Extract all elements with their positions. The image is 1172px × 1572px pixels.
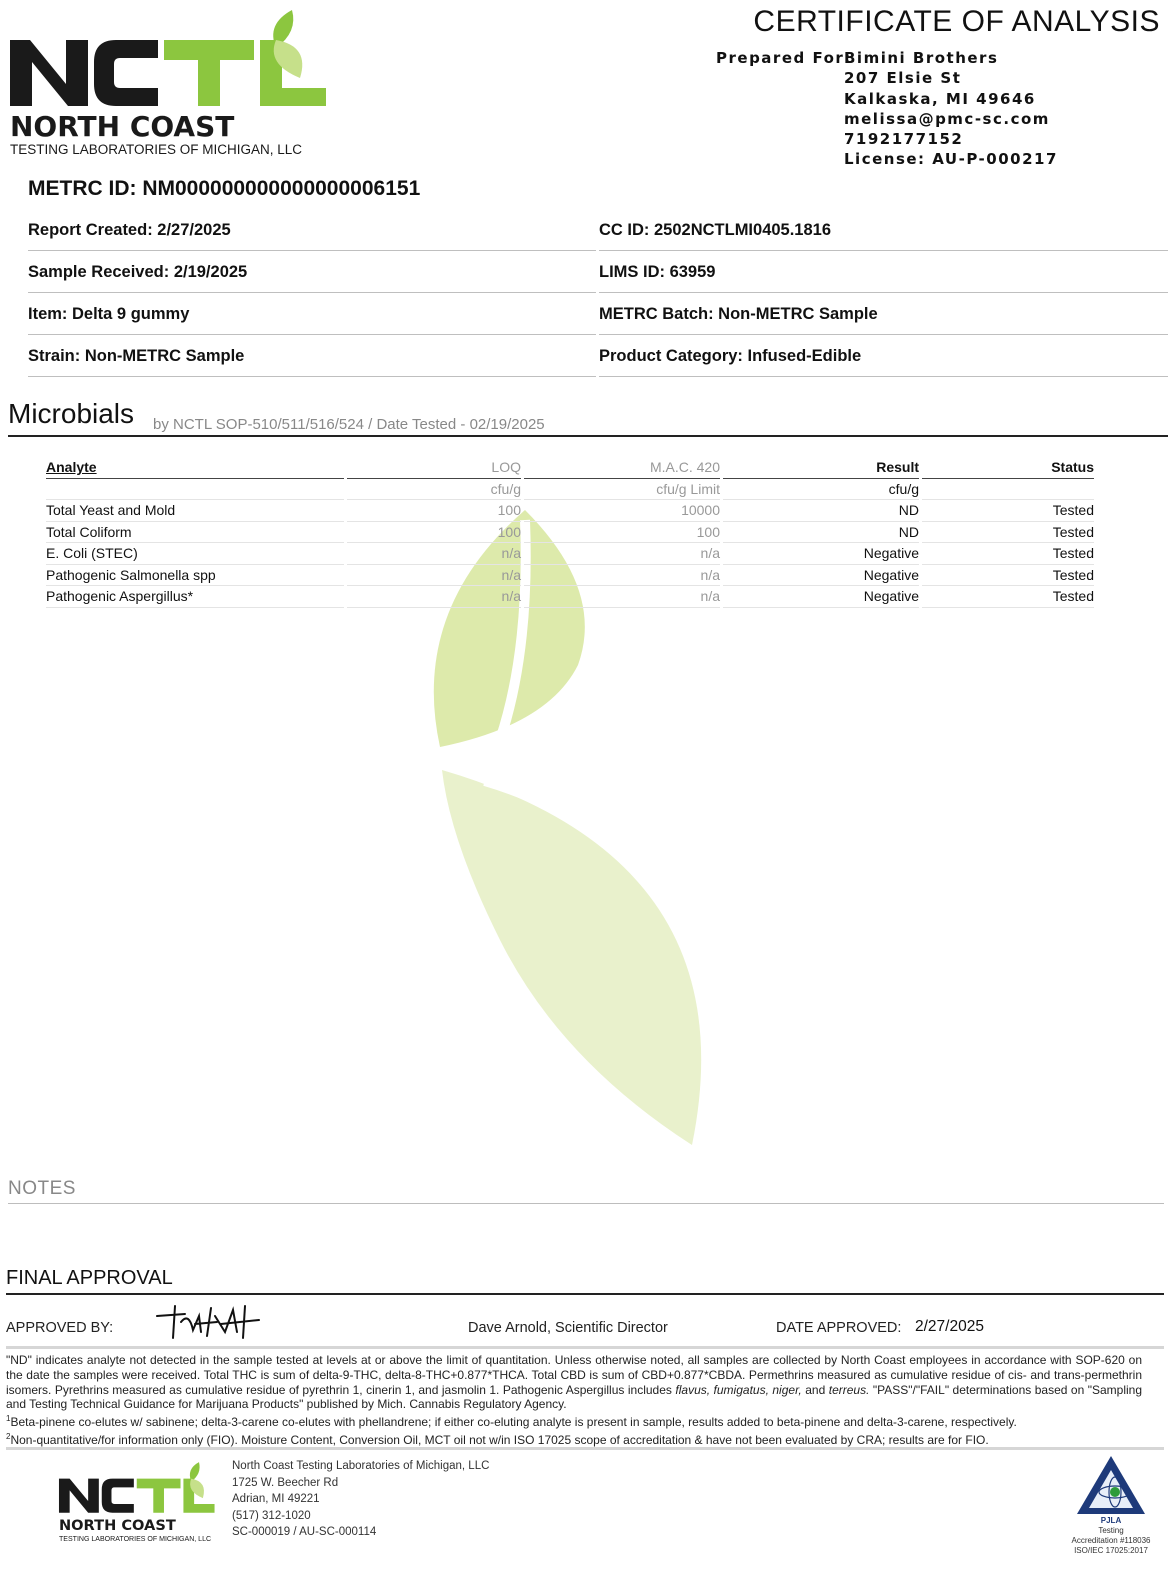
lab-address <box>232 1458 489 1541</box>
cell-mac: 10000 <box>524 500 720 522</box>
cell-status: Tested <box>922 522 1094 544</box>
pjla-accreditation-badge <box>1062 1454 1160 1564</box>
lab-street: 1725 W. Beecher Rd <box>232 1476 339 1489</box>
microbials-method: by NCTL SOP-510/511/516/524 / Date Tested - 02/19/2025 <box>153 416 545 433</box>
notes-heading: NOTES <box>8 1178 1164 1204</box>
unit-analyte <box>46 479 344 501</box>
cell-result: Negative <box>723 543 919 565</box>
cell-status: Tested <box>922 543 1094 565</box>
cell-mac: n/a <box>524 586 720 608</box>
info-row <box>28 294 1168 336</box>
approved-by-label: APPROVED BY: <box>6 1320 114 1336</box>
cell-status: Tested <box>922 500 1094 522</box>
pjla-name: PJLA <box>1100 1516 1122 1525</box>
cell-loq: 100 <box>347 522 521 544</box>
approver-name: Dave Arnold, Scientific Director <box>468 1320 668 1336</box>
client-name: Bimini Brothers <box>844 49 999 67</box>
cell-analyte: Total Yeast and Mold <box>46 500 344 522</box>
pjla-line2: Accreditation #118036 <box>1071 1536 1151 1545</box>
col-analyte: Analyte <box>46 457 344 479</box>
microbials-title: Microbials <box>8 398 135 429</box>
strain: Strain: Non-METRC Sample <box>28 336 596 377</box>
footnote-2: $^2$Non-quantitative/for information only (FIO). Moisture Content, Conversion Oil, MCT oil not w/in ISO 17025 scope of accreditation & have not been evaluated by CRA; results are for FIO. <box>6 1431 989 1447</box>
client-city: Kalkaska, MI 49646 <box>844 89 1036 108</box>
cell-analyte: E. Coli (STEC) <box>46 543 344 565</box>
client-email: melissa@pmc-sc.com <box>844 109 1050 128</box>
cell-status: Tested <box>922 565 1094 587</box>
cell-analyte: Pathogenic Aspergillus* <box>46 586 344 608</box>
cell-mac: n/a <box>524 565 720 587</box>
metrc-id: METRC ID: NM000000000000000006151 <box>28 177 421 200</box>
lab-city: Adrian, MI 49221 <box>232 1493 320 1505</box>
cell-status: Tested <box>922 586 1094 608</box>
microbials-section-header <box>8 394 1168 437</box>
date-approved-value: 2/27/2025 <box>915 1318 984 1335</box>
cc-id: CC ID: 2502NCTLMI0405.1816 <box>599 210 1168 251</box>
col-result: Result <box>723 457 919 479</box>
signature <box>155 1302 263 1342</box>
pjla-line3: ISO/IEC 17025:2017 <box>1074 1546 1148 1555</box>
metrc-batch: METRC Batch: Non-METRC Sample <box>599 294 1168 335</box>
disclaimer-text <box>6 1353 1142 1448</box>
unit-status <box>922 479 1094 501</box>
footer-logo-tagline: TESTING LABORATORIES OF MICHIGAN, LLC <box>58 1535 212 1543</box>
table-units-row <box>46 479 1096 501</box>
table-row <box>46 565 1096 587</box>
cell-result: ND <box>723 500 919 522</box>
date-approved-label: DATE APPROVED: <box>776 1320 902 1336</box>
info-row <box>28 252 1168 294</box>
sample-info-grid <box>28 210 1168 378</box>
col-mac: M.A.C. 420 <box>524 457 720 479</box>
nctl-footer-logo <box>58 1459 216 1545</box>
client-license: License: AU-P-000217 <box>844 150 1058 169</box>
cell-result: ND <box>723 522 919 544</box>
report-created: Report Created: 2/27/2025 <box>28 210 596 251</box>
cell-loq: 100 <box>347 500 521 522</box>
table-row <box>46 543 1096 565</box>
final-approval-heading: FINAL APPROVAL <box>6 1267 1164 1295</box>
table-row <box>46 522 1096 544</box>
footer-logo-name: NORTH COAST <box>58 1517 176 1535</box>
cell-analyte: Pathogenic Salmonella spp <box>46 565 344 587</box>
client-street: 207 Elsie St <box>844 69 962 88</box>
item: Item: Delta 9 gummy <box>28 294 596 335</box>
prepared-for-label: Prepared For: <box>716 49 852 67</box>
cell-loq: n/a <box>347 586 521 608</box>
lab-phone: (517) 312-1020 <box>232 1509 311 1522</box>
col-status: Status <box>922 457 1094 479</box>
client-phone: 7192177152 <box>844 130 964 149</box>
divider <box>6 1447 1164 1450</box>
cell-mac: n/a <box>524 543 720 565</box>
table-header-row <box>46 457 1096 479</box>
disclaimer-paragraph: "ND" indicates analyte not detected in the sample tested at levels at or above the limit of quantitation. Unless otherwise noted, all samples are collected by North Coast employees in accordance with SOP-620 on the date the samples were received. Total THC is sum of delta-9-THC, delta-8-THC+0.877*THCA. Total CBD is sum of CBD+0.877*CBDA. Permethrins measured as cumulative residue of cis- and trans-permethrin isomers. Pyrethrins measured as cumulative residue of pyrethrin 1, cinerin 1, and jasmolin 1. Pathogenic Aspergillus includes flavus, fumigatus, niger, and terreus. "PASS"/"FAIL" determinations based on "Sampling and Testing Technical Guidance for Marijuana Products" published by Mich. Cannabis Regulatory Agency. <box>6 1353 1143 1412</box>
lims-id: LIMS ID: 63959 <box>599 252 1168 293</box>
info-row <box>28 336 1168 378</box>
unit-result: cfu/g <box>723 479 919 501</box>
cell-result: Negative <box>723 586 919 608</box>
lab-licenses: SC-000019 / AU-SC-000114 <box>232 1526 377 1538</box>
cell-mac: 100 <box>524 522 720 544</box>
product-category: Product Category: Infused-Edible <box>599 336 1168 377</box>
table-row <box>46 586 1096 608</box>
cell-result: Negative <box>723 565 919 587</box>
microbials-table <box>46 457 1096 608</box>
logo-name-text: NORTH COAST <box>10 110 235 143</box>
col-loq: LOQ <box>347 457 521 479</box>
info-row <box>28 210 1168 252</box>
table-row <box>46 500 1096 522</box>
sample-received: Sample Received: 2/19/2025 <box>28 252 596 293</box>
divider <box>6 1346 1164 1349</box>
unit-loq: cfu/g <box>347 479 521 501</box>
logo-tagline-text: TESTING LABORATORIES OF MICHIGAN, LLC <box>10 142 303 157</box>
unit-mac: cfu/g Limit <box>524 479 720 501</box>
cell-loq: n/a <box>347 543 521 565</box>
footnote-1: $^1$Beta-pinene co-elutes w/ sabinene; delta-3-carene co-elutes with phellandrene; if either co-eluting analyte is present in sample, results added to beta-pinene and delta-3-carene, respectively. <box>6 1414 1017 1430</box>
cell-loq: n/a <box>347 565 521 587</box>
document-title: CERTIFICATE OF ANALYSIS <box>753 5 1160 38</box>
lab-company: North Coast Testing Laboratories of Michigan, LLC <box>232 1460 490 1472</box>
nctl-logo <box>8 6 333 158</box>
pjla-triangle-icon <box>1075 1454 1147 1516</box>
cell-analyte: Total Coliform <box>46 522 344 544</box>
pjla-line1: Testing <box>1098 1526 1124 1535</box>
